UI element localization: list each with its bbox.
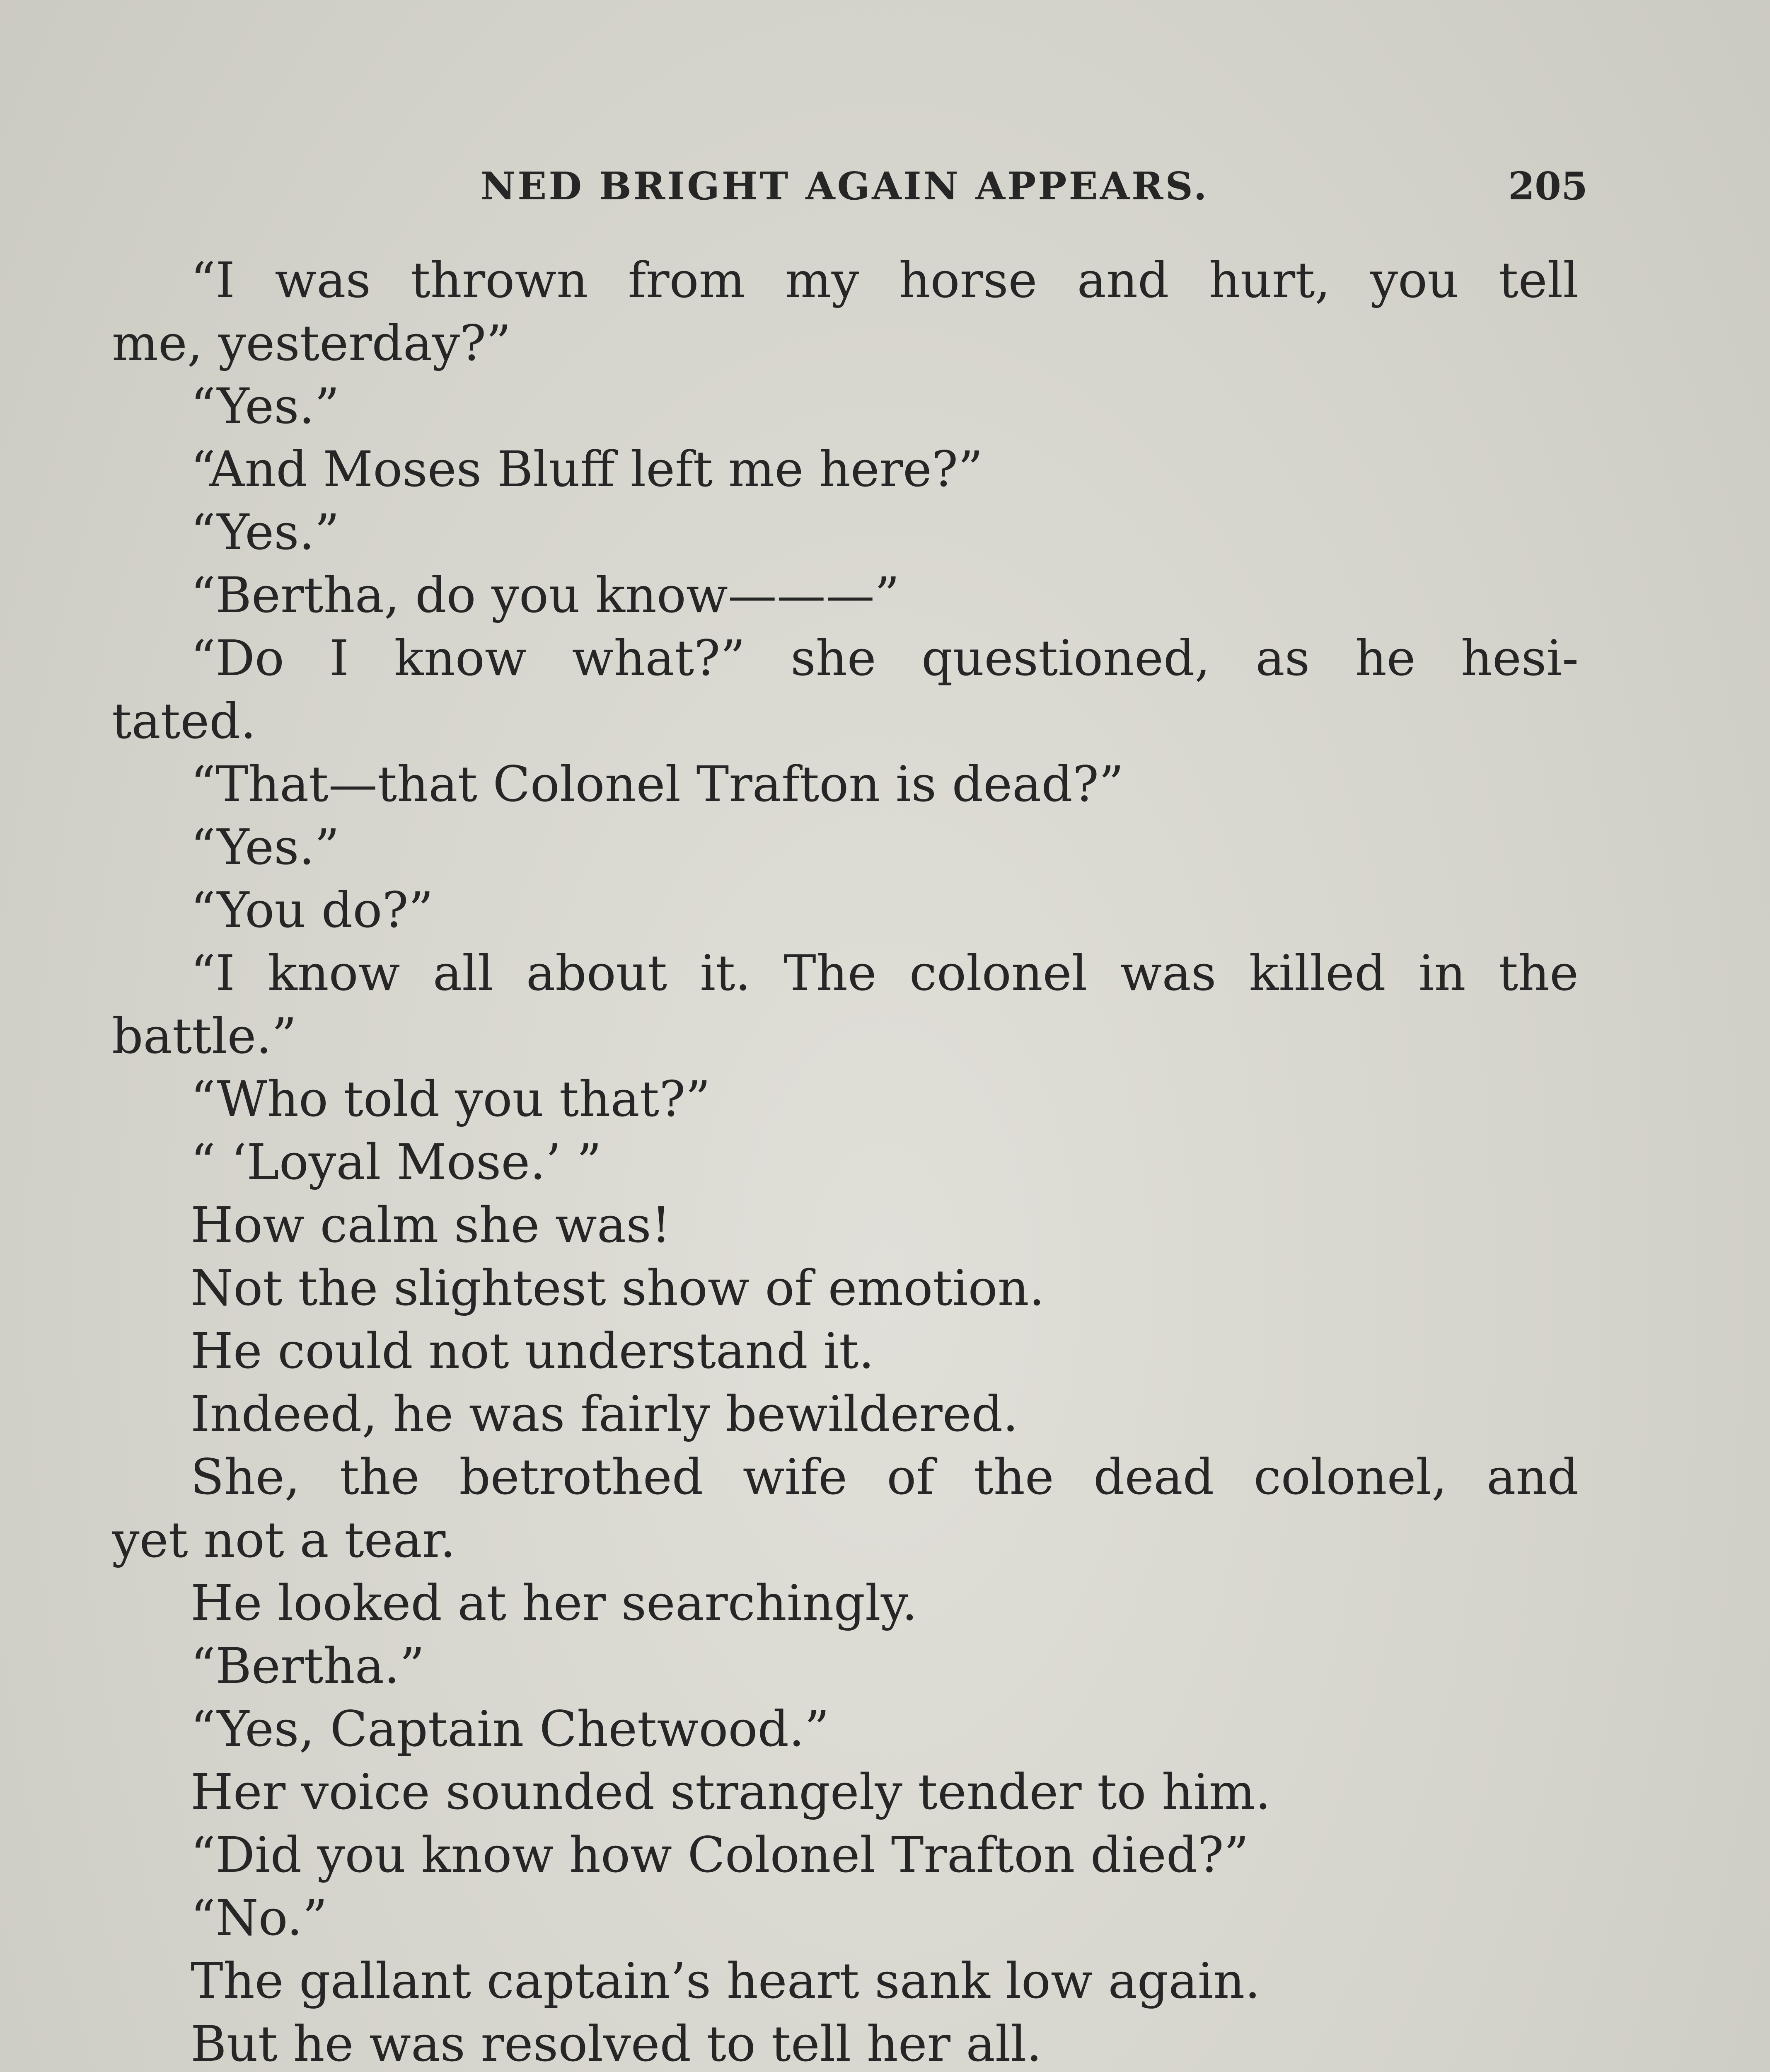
- text-line: “Yes.”: [191, 378, 340, 435]
- text-line: She, the betrothed wife of the dead colonel, and: [191, 1448, 1579, 1506]
- text-line: yet not a tear.: [112, 1511, 456, 1569]
- text-line: The gallant captain’s heart sank low again.: [191, 1952, 1260, 2009]
- text-line: “Yes, Captain Chetwood.”: [191, 1700, 829, 1757]
- text-line: “I was thrown from my horse and hurt, you tell: [191, 252, 1579, 309]
- text-line: “Yes.”: [191, 503, 340, 561]
- text-line: “Do I know what?” she questioned, as he hesi-: [191, 629, 1579, 687]
- text-line: How calm she was!: [191, 1196, 671, 1254]
- text-line: me, yesterday?”: [112, 315, 511, 372]
- text-line: “Who told you that?”: [191, 1070, 711, 1128]
- page-number: 205: [1508, 164, 1588, 208]
- text-line: “Bertha, do you know———”: [191, 566, 900, 624]
- text-line: “Bertha.”: [191, 1637, 425, 1694]
- text-line: “No.”: [191, 1889, 328, 1946]
- text-line: Her voice sounded strangely tender to him.: [191, 1763, 1271, 1820]
- text-line: battle.”: [112, 1007, 297, 1065]
- text-line: Indeed, he was fairly bewildered.: [191, 1385, 1018, 1443]
- text-line: “Did you know how Colonel Trafton died?”: [191, 1826, 1249, 1883]
- text-line: “Yes.”: [191, 818, 340, 876]
- text-line: He could not understand it.: [191, 1322, 874, 1380]
- text-line: “That—that Colonel Trafton is dead?”: [191, 755, 1124, 813]
- text-line: He looked at her searchingly.: [191, 1574, 918, 1631]
- text-line: Not the slightest show of emotion.: [191, 1259, 1045, 1317]
- text-line: “You do?”: [191, 881, 433, 939]
- text-line: tated.: [112, 692, 256, 750]
- running-head: NED BRIGHT AGAIN APPEARS.: [481, 164, 1209, 208]
- text-line: “And Moses Bluff left me here?”: [191, 441, 983, 498]
- text-line: “I know all about it. The colonel was killed in the: [191, 944, 1579, 1002]
- text-line: But he was resolved to tell her all.: [191, 2015, 1042, 2072]
- body-text: [112, 249, 1579, 2072]
- text-line: “ ‘Loyal Mose.’ ”: [191, 1133, 602, 1191]
